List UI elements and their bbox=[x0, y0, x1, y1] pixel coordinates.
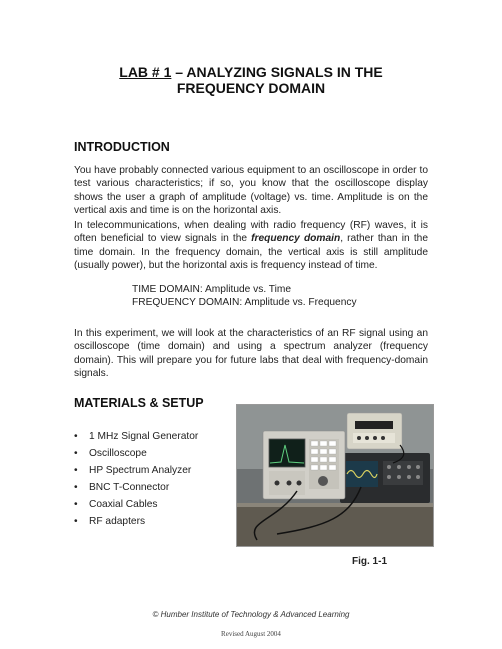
intro-paragraph-2 bbox=[74, 219, 428, 273]
materials-item-coaxial-cables: • Coaxial Cables bbox=[74, 498, 198, 515]
figure-caption: Fig. 1-1 bbox=[352, 556, 388, 567]
title-line1-rest: – ANALYZING SIGNALS IN THE bbox=[171, 64, 383, 80]
revision-date: Revised August 2004 bbox=[221, 630, 281, 638]
document-title bbox=[0, 64, 502, 96]
lab-number: LAB # 1 bbox=[119, 64, 172, 80]
title-line2: FREQUENCY DOMAIN bbox=[176, 80, 326, 96]
frequency-domain-definition: FREQUENCY DOMAIN: Amplitude vs. Frequency bbox=[132, 297, 357, 308]
materials-item-rf-adapters: • RF adapters bbox=[74, 515, 198, 532]
materials-item-spectrum-analyzer: • HP Spectrum Analyzer bbox=[74, 464, 198, 481]
intro-paragraph-2-end: , rather than in the time domain. In the frequency domain, the vertical axis is still amplitude (usually power), but the horizontal axis is frequency instead of time. bbox=[74, 233, 428, 272]
materials-item-oscilloscope: • Oscilloscope bbox=[74, 447, 198, 464]
intro-paragraph-1: You have probably connected various equipment to an oscilloscope in order to test various characteristics; if so, you know that the oscilloscope display shows the user a graph of amplitude (voltage) vs. time. Amplitude is on the vertical axis and time is on the horizontal axis. bbox=[74, 165, 428, 217]
time-domain-definition: TIME DOMAIN: Amplitude vs. Time bbox=[132, 284, 292, 295]
copyright-footer: © Humber Institute of Technology & Advanced Learning bbox=[152, 610, 350, 619]
introduction-heading: INTRODUCTION bbox=[74, 140, 170, 154]
intro-paragraph-3: In this experiment, we will look at the characteristics of an RF signal using an oscilloscope (time domain) and using a spectrum analyzer (frequency domain). This will prepare you for future labs that deal with frequency-domain signals. bbox=[74, 328, 428, 380]
lab-setup-illustration bbox=[237, 405, 433, 546]
materials-item-signal-generator: • 1 MHz Signal Generator bbox=[74, 430, 198, 447]
intro-paragraph-2-start: In telecommunications, when dealing with radio frequency (RF) waves, it is often beneficial to view signals in the bbox=[74, 220, 428, 245]
materials-list bbox=[74, 430, 198, 532]
materials-item-bnc-t-connector: • BNC T-Connector bbox=[74, 481, 198, 498]
lab-setup-photo bbox=[236, 404, 434, 547]
materials-heading: MATERIALS & SETUP bbox=[74, 396, 204, 410]
frequency-domain-emphasis: frequency domain bbox=[251, 233, 341, 245]
